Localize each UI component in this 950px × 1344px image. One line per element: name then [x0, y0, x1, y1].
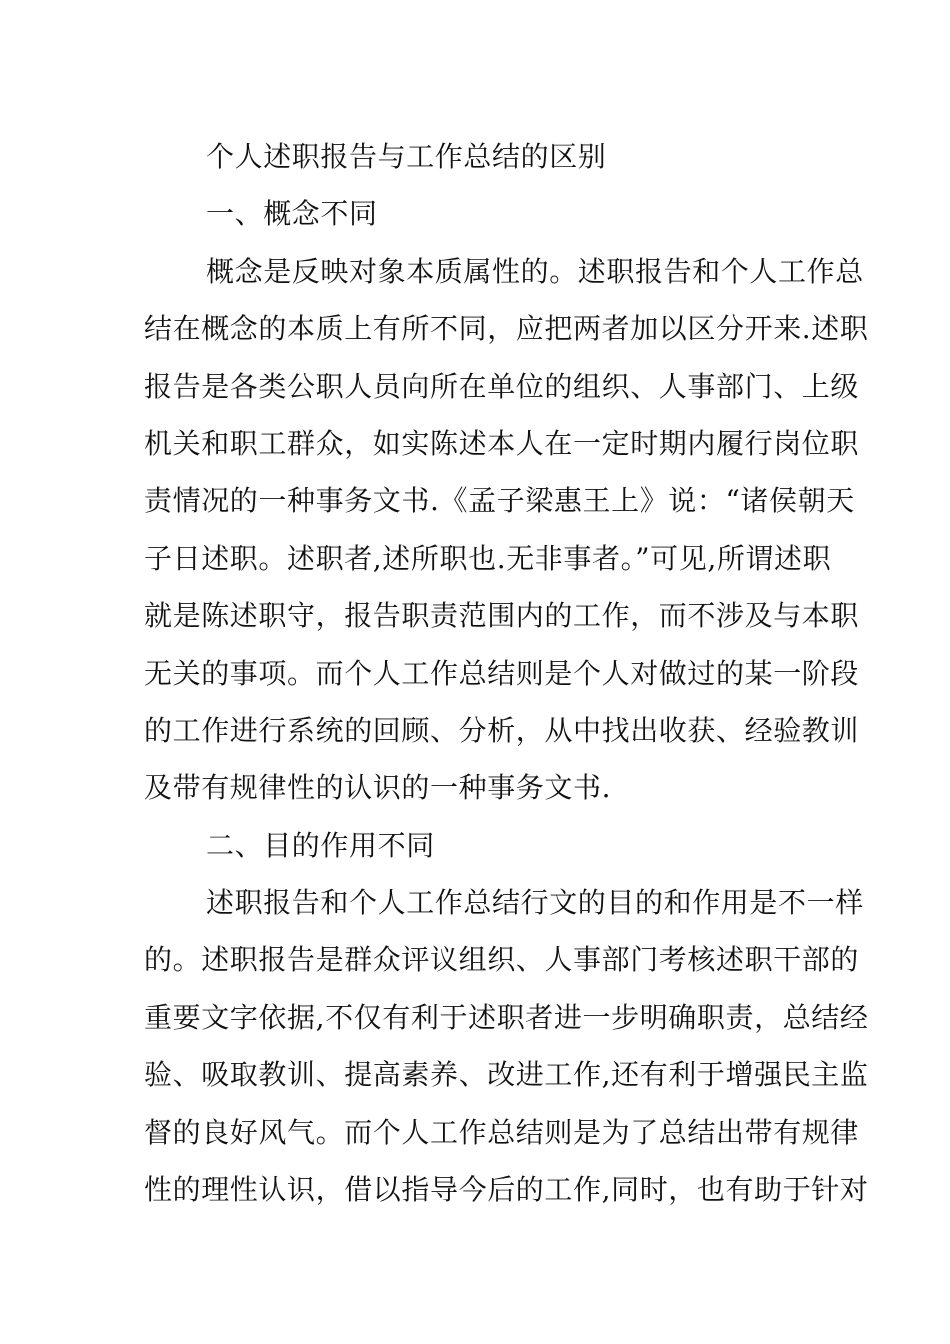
paragraph-line: 机关和职工群众，如实陈述本人在一定时期内履行岗位职: [144, 426, 860, 460]
section-heading-concept: 一、概念不同: [206, 197, 378, 231]
paragraph-line: 报告是各类公职人员向所在单位的组织、人事部门、上级: [144, 369, 860, 403]
paragraph-concept: [144, 243, 869, 817]
paragraph-line: 验、吸取教训、提高素养、改进工作,还有利于增强民主监: [144, 1058, 869, 1092]
paragraph-line: 概念是反映对象本质属性的。述职报告和个人工作总: [206, 254, 864, 288]
paragraph-purpose: [144, 874, 869, 1218]
paragraph-line: 性的理性认识，借以指导今后的工作,同时，也有助于针对: [144, 1173, 869, 1207]
document-title: 个人述职报告与工作总结的区别: [206, 140, 607, 173]
section-heading-purpose: 二、目的作用不同: [206, 828, 435, 862]
paragraph-line: 的。述职报告是群众评议组织、人事部门考核述职干部的: [144, 943, 860, 977]
paragraph-line: 子日述职。述职者,述所职也.无非事者。”可见,所谓述职: [144, 541, 832, 575]
paragraph-line: 结在概念的本质上有所不同，应把两者加以区分开来.述职: [144, 312, 869, 346]
paragraph-line: 及带有规律性的认识的一种事务文书.: [144, 771, 612, 805]
paragraph-line: 就是陈述职守，报告职责范围内的工作，而不涉及与本职: [144, 599, 860, 633]
paragraph-line: 述职报告和个人工作总结行文的目的和作用是不一样: [206, 886, 864, 920]
paragraph-line: 重要文字依据,不仅有利于述职者进一步明确职责，总结经: [144, 1000, 869, 1034]
paragraph-line: 无关的事项。而个人工作总结则是个人对做过的某一阶段: [144, 656, 860, 690]
paragraph-line: 督的良好风气。而个人工作总结则是为了总结出带有规律: [144, 1115, 860, 1149]
paragraph-line: 的工作进行系统的回顾、分析，从中找出收获、经验教训: [144, 713, 860, 747]
paragraph-line: 责情况的一种事务文书.《孟子梁惠王上》说：“诸侯朝天: [144, 484, 855, 518]
